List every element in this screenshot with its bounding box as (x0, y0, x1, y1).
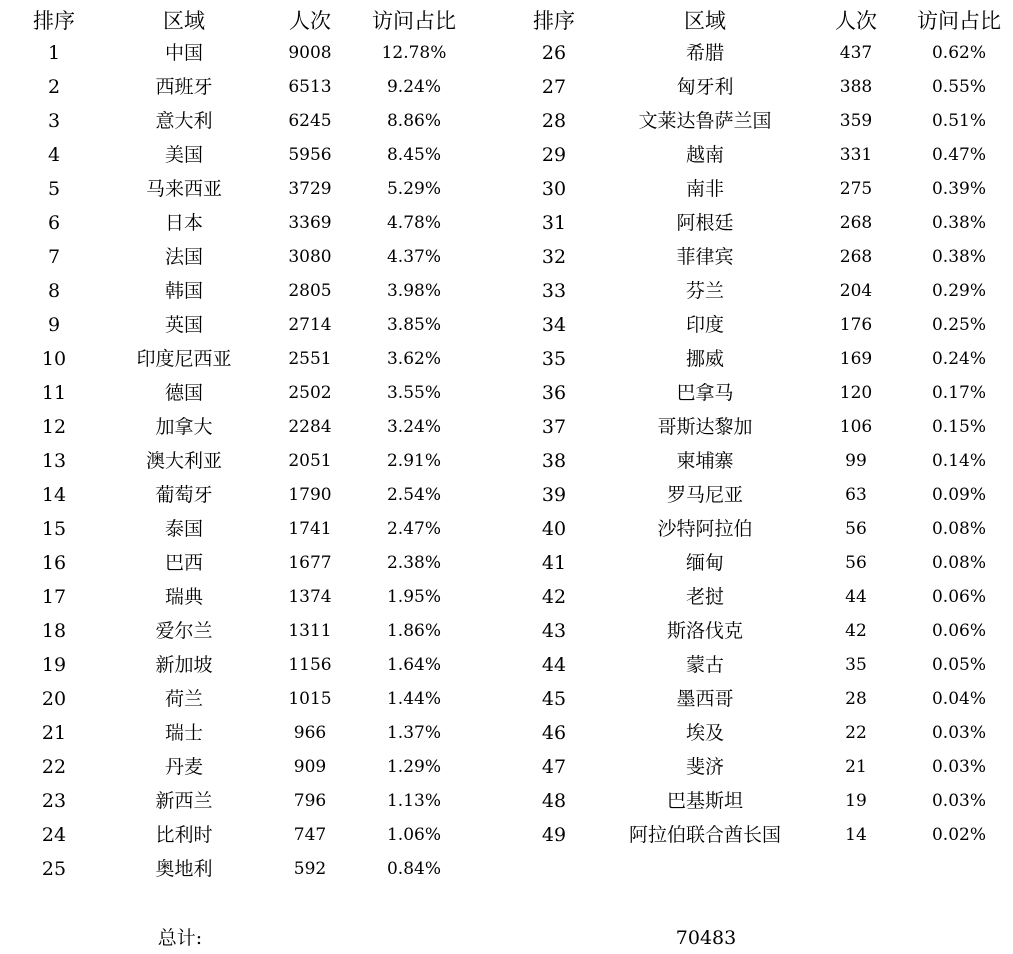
visits-cell: 1015 (288, 689, 332, 709)
share-cell: 0.03% (931, 723, 986, 743)
visits-cell: 169 (839, 349, 873, 369)
region-cell: 中国 (164, 42, 203, 64)
table-row (0, 784, 1013, 818)
rank-cell: 3 (47, 110, 61, 132)
table-row (0, 240, 1013, 274)
share-cell: 3.85% (386, 315, 441, 335)
share-cell: 0.03% (931, 791, 986, 811)
rank-cell: 14 (41, 484, 67, 506)
table-row (0, 750, 1013, 784)
share-cell: 9.24% (386, 77, 441, 97)
visits-cell: 2051 (288, 451, 332, 471)
share-cell: 1.44% (386, 689, 441, 709)
share-cell: 1.86% (386, 621, 441, 641)
share-cell: 1.64% (386, 655, 441, 675)
visits-cell: 19 (845, 791, 867, 811)
region-cell: 韩国 (164, 280, 203, 302)
share-cell: 0.08% (931, 519, 986, 539)
region-cell: 墨西哥 (676, 688, 734, 710)
table-row (0, 206, 1013, 240)
region-cell: 文莱达鲁萨兰国 (638, 110, 772, 132)
share-cell: 0.24% (931, 349, 986, 369)
visits-cell: 35 (845, 655, 867, 675)
rank-cell: 6 (47, 212, 61, 234)
region-cell: 希腊 (685, 42, 724, 64)
share-cell: 1.37% (386, 723, 441, 743)
region-cell: 荷兰 (164, 688, 203, 710)
visits-cell: 909 (293, 757, 327, 777)
visits-cell: 1790 (288, 485, 332, 505)
table-row (0, 376, 1013, 410)
visits-cell: 176 (839, 315, 873, 335)
share-cell: 0.05% (931, 655, 986, 675)
rank-cell: 18 (41, 620, 67, 642)
share-cell: 3.98% (386, 281, 441, 301)
left-header-visits: 人次 (289, 9, 331, 33)
visits-cell: 437 (839, 43, 873, 63)
region-cell: 瑞士 (164, 722, 203, 744)
share-cell: 1.29% (386, 757, 441, 777)
visits-cell: 21 (845, 757, 867, 777)
region-cell: 奥地利 (155, 858, 213, 880)
visits-cell: 9008 (288, 43, 332, 63)
right-header-region: 区域 (684, 9, 726, 33)
region-cell: 美国 (164, 144, 203, 166)
share-cell: 0.08% (931, 553, 986, 573)
region-cell: 法国 (164, 246, 203, 268)
rank-cell: 45 (541, 688, 567, 710)
visits-cell: 42 (845, 621, 867, 641)
rank-cell: 36 (541, 382, 567, 404)
rank-cell: 47 (541, 756, 567, 778)
rank-cell: 23 (41, 790, 67, 812)
rank-cell: 43 (541, 620, 567, 642)
table-row (0, 172, 1013, 206)
table-row (0, 512, 1013, 546)
region-cell: 瑞典 (164, 586, 203, 608)
share-cell: 0.06% (931, 621, 986, 641)
table-row (0, 614, 1013, 648)
rank-cell: 40 (541, 518, 567, 540)
region-cell: 加拿大 (155, 416, 213, 438)
region-cell: 印度 (685, 314, 724, 336)
rank-cell: 27 (541, 76, 567, 98)
visits-cell: 6513 (288, 77, 332, 97)
region-cell: 葡萄牙 (155, 484, 213, 506)
share-cell: 8.86% (386, 111, 441, 131)
visits-cell: 796 (293, 791, 327, 811)
region-cell: 新西兰 (155, 790, 213, 812)
right-table (0, 36, 1013, 852)
share-cell: 0.06% (931, 587, 986, 607)
rank-cell: 30 (541, 178, 567, 200)
rank-cell: 16 (41, 552, 67, 574)
total-label: 总计: (157, 927, 203, 949)
rank-cell: 31 (541, 212, 567, 234)
share-cell: 12.78% (381, 43, 447, 63)
region-cell: 德国 (164, 382, 203, 404)
region-cell: 缅甸 (685, 552, 724, 574)
left-header-region: 区域 (163, 9, 205, 33)
region-cell: 英国 (164, 314, 203, 336)
rank-cell: 8 (47, 280, 61, 302)
region-cell: 菲律宾 (676, 246, 734, 268)
share-cell: 0.38% (931, 213, 986, 233)
table-row (0, 818, 1013, 852)
visits-cell: 3369 (288, 213, 332, 233)
region-cell: 斐济 (685, 756, 724, 778)
table-row (0, 580, 1013, 614)
visits-cell: 331 (839, 145, 873, 165)
visits-cell: 120 (839, 383, 873, 403)
visits-cell: 56 (845, 553, 867, 573)
share-cell: 1.06% (386, 825, 441, 845)
visits-cell: 275 (839, 179, 873, 199)
visits-cell: 3729 (288, 179, 332, 199)
visits-cell: 63 (845, 485, 867, 505)
share-cell: 3.24% (386, 417, 441, 437)
region-cell: 爱尔兰 (155, 620, 213, 642)
table-row (0, 852, 500, 886)
table-row (0, 70, 1013, 104)
rank-cell: 37 (541, 416, 567, 438)
region-cell: 挪威 (685, 348, 724, 370)
rank-cell: 19 (41, 654, 67, 676)
visits-cell: 747 (293, 825, 327, 845)
visits-cell: 1156 (288, 655, 332, 675)
share-cell: 0.62% (931, 43, 986, 63)
visits-cell: 1677 (288, 553, 332, 573)
left-header-rank: 排序 (33, 9, 75, 33)
region-cell: 印度尼西亚 (136, 348, 232, 370)
share-cell: 8.45% (386, 145, 441, 165)
visits-cell: 2805 (288, 281, 332, 301)
table-row (0, 274, 1013, 308)
region-cell: 巴基斯坦 (666, 790, 743, 812)
share-cell: 0.02% (931, 825, 986, 845)
region-cell: 马来西亚 (145, 178, 222, 200)
region-cell: 澳大利亚 (145, 450, 222, 472)
rank-cell: 15 (41, 518, 67, 540)
region-cell: 阿拉伯联合酋长国 (628, 824, 781, 846)
rank-cell: 24 (41, 824, 67, 846)
region-cell: 沙特阿拉伯 (657, 518, 753, 540)
visits-cell: 388 (839, 77, 873, 97)
rank-cell: 32 (541, 246, 567, 268)
visits-cell: 14 (845, 825, 867, 845)
table-row (0, 104, 1013, 138)
region-cell: 罗马尼亚 (666, 484, 743, 506)
visits-cell: 268 (839, 213, 873, 233)
table-row (0, 444, 1013, 478)
region-cell: 南非 (685, 178, 724, 200)
share-cell: 0.14% (931, 451, 986, 471)
rank-cell: 34 (541, 314, 567, 336)
visits-cell: 44 (845, 587, 867, 607)
table-row (0, 682, 1013, 716)
visits-cell: 2502 (288, 383, 332, 403)
rank-cell: 22 (41, 756, 67, 778)
share-cell: 0.29% (931, 281, 986, 301)
rank-cell: 2 (47, 76, 61, 98)
visits-cell: 592 (293, 859, 327, 879)
rank-cell: 20 (41, 688, 67, 710)
rank-cell: 17 (41, 586, 67, 608)
visits-cell: 359 (839, 111, 873, 131)
rank-cell: 12 (41, 416, 67, 438)
visits-cell: 2284 (288, 417, 332, 437)
share-cell: 5.29% (386, 179, 441, 199)
region-cell: 哥斯达黎加 (657, 416, 753, 438)
region-cell: 越南 (685, 144, 724, 166)
rank-cell: 21 (41, 722, 67, 744)
region-cell: 埃及 (685, 722, 724, 744)
visits-cell: 22 (845, 723, 867, 743)
region-cell: 巴拿马 (676, 382, 734, 404)
rank-cell: 7 (47, 246, 61, 268)
region-cell: 新加坡 (155, 654, 213, 676)
share-cell: 4.37% (386, 247, 441, 267)
right-header-share: 访问占比 (917, 9, 1001, 33)
region-cell: 西班牙 (155, 76, 213, 98)
right-header-rank: 排序 (533, 9, 575, 33)
region-cell: 匈牙利 (676, 76, 734, 98)
share-cell: 0.03% (931, 757, 986, 777)
visits-cell: 3080 (288, 247, 332, 267)
rank-cell: 38 (541, 450, 567, 472)
rank-cell: 4 (47, 144, 61, 166)
share-cell: 2.54% (386, 485, 441, 505)
share-cell: 2.91% (386, 451, 441, 471)
share-cell: 0.55% (931, 77, 986, 97)
visits-cell: 28 (845, 689, 867, 709)
region-cell: 柬埔寨 (676, 450, 734, 472)
share-cell: 0.15% (931, 417, 986, 437)
share-cell: 0.84% (386, 859, 441, 879)
region-cell: 泰国 (164, 518, 203, 540)
visits-cell: 2714 (288, 315, 332, 335)
left-header-share: 访问占比 (372, 9, 456, 33)
table-row (0, 546, 1013, 580)
rank-cell: 46 (541, 722, 567, 744)
region-cell: 阿根廷 (676, 212, 734, 234)
rank-cell: 42 (541, 586, 567, 608)
rank-cell: 28 (541, 110, 567, 132)
visits-cell: 6245 (288, 111, 332, 131)
rank-cell: 10 (41, 348, 67, 370)
region-cell: 斯洛伐克 (666, 620, 743, 642)
table-row (0, 342, 1013, 376)
right-header-visits: 人次 (835, 9, 877, 33)
share-cell: 1.13% (386, 791, 441, 811)
share-cell: 0.51% (931, 111, 986, 131)
region-cell: 比利时 (155, 824, 213, 846)
visits-cell: 268 (839, 247, 873, 267)
visits-cell: 966 (293, 723, 327, 743)
visits-cell: 99 (845, 451, 867, 471)
rank-cell: 1 (47, 42, 61, 64)
rank-cell: 33 (541, 280, 567, 302)
visits-cell: 1374 (288, 587, 332, 607)
rank-cell: 44 (541, 654, 567, 676)
table-row (0, 648, 1013, 682)
visits-cell: 1741 (288, 519, 332, 539)
visits-cell: 56 (845, 519, 867, 539)
rank-cell: 13 (41, 450, 67, 472)
region-cell: 日本 (164, 212, 203, 234)
share-cell: 0.04% (931, 689, 986, 709)
visits-cell: 204 (839, 281, 873, 301)
visits-cell: 5956 (288, 145, 332, 165)
table-row (0, 716, 1013, 750)
share-cell: 0.25% (931, 315, 986, 335)
rank-cell: 25 (41, 858, 67, 880)
rank-cell: 9 (47, 314, 61, 336)
region-cell: 蒙古 (685, 654, 724, 676)
share-cell: 2.47% (386, 519, 441, 539)
rank-cell: 39 (541, 484, 567, 506)
table-row (0, 138, 1013, 172)
share-cell: 4.78% (386, 213, 441, 233)
total-value: 70483 (675, 927, 737, 949)
rank-cell: 5 (47, 178, 61, 200)
share-cell: 1.95% (386, 587, 441, 607)
share-cell: 0.47% (931, 145, 986, 165)
table-row (0, 308, 1013, 342)
rank-cell: 41 (541, 552, 567, 574)
rank-cell: 35 (541, 348, 567, 370)
rank-cell: 48 (541, 790, 567, 812)
region-cell: 芬兰 (685, 280, 724, 302)
table-row (0, 36, 1013, 70)
rank-cell: 26 (541, 42, 567, 64)
share-cell: 0.39% (931, 179, 986, 199)
rank-cell: 11 (41, 382, 67, 404)
table-row (0, 410, 1013, 444)
rank-cell: 29 (541, 144, 567, 166)
visits-cell: 1311 (288, 621, 332, 641)
share-cell: 3.62% (386, 349, 441, 369)
rank-cell: 49 (541, 824, 567, 846)
region-cell: 老挝 (685, 586, 724, 608)
share-cell: 0.17% (931, 383, 986, 403)
share-cell: 2.38% (386, 553, 441, 573)
share-cell: 0.38% (931, 247, 986, 267)
table-row (0, 478, 1013, 512)
share-cell: 0.09% (931, 485, 986, 505)
visits-cell: 106 (839, 417, 873, 437)
region-cell: 意大利 (155, 110, 213, 132)
region-cell: 丹麦 (164, 756, 203, 778)
share-cell: 3.55% (386, 383, 441, 403)
region-cell: 巴西 (164, 552, 203, 574)
visits-cell: 2551 (288, 349, 332, 369)
